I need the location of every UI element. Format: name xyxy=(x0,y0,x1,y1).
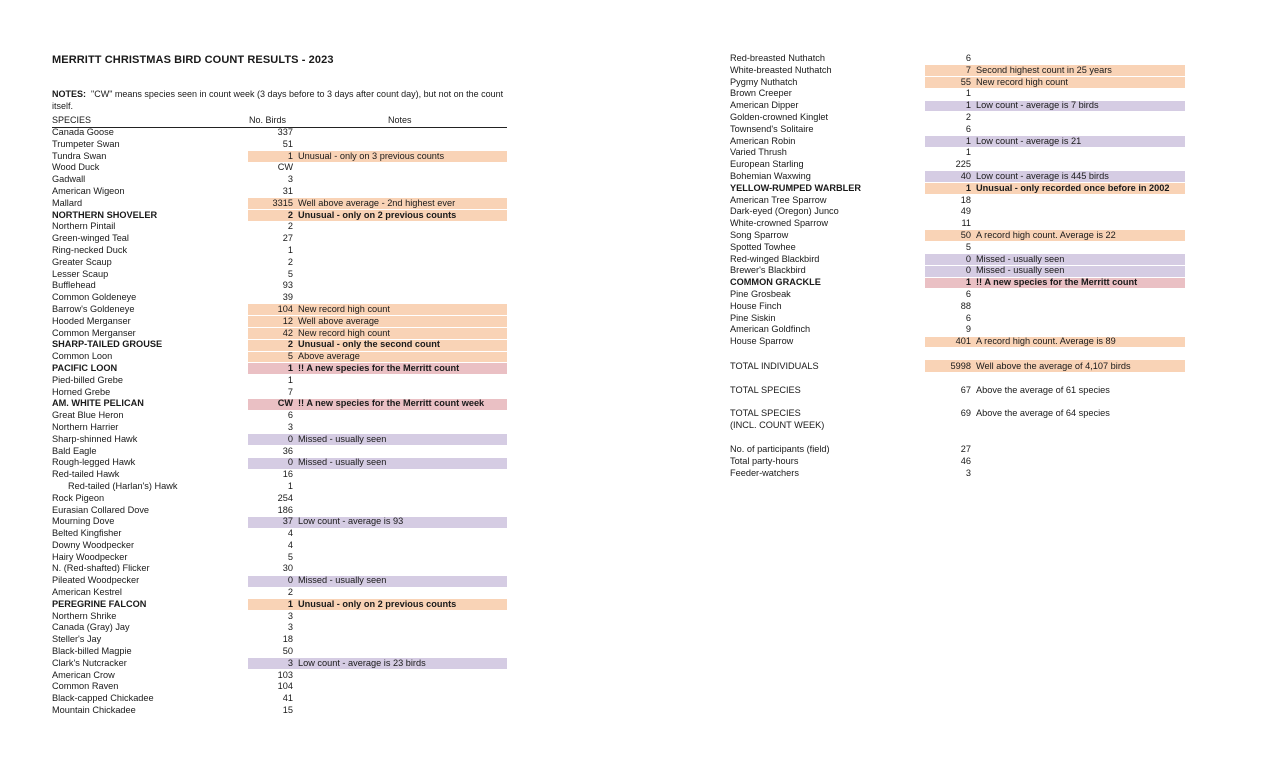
species-row xyxy=(730,195,1185,207)
species-name: Tundra Swan xyxy=(52,150,107,161)
bird-count: 7 xyxy=(287,386,293,397)
right-species-list xyxy=(730,53,1185,348)
species-row xyxy=(52,622,507,634)
bird-count: 6 xyxy=(965,123,971,134)
bird-count: 36 xyxy=(282,445,293,456)
species-name: Ring-necked Duck xyxy=(52,244,128,255)
bird-count: 4 xyxy=(287,539,293,550)
bird-count: 337 xyxy=(277,127,293,137)
bird-count: 6 xyxy=(965,312,971,323)
species-name: Rough-legged Hawk xyxy=(52,457,136,468)
species-name: N. (Red-shafted) Flicker xyxy=(52,563,150,574)
bird-count: CW xyxy=(277,398,293,409)
species-name: Black-billed Magpie xyxy=(52,646,132,657)
bird-count: 6 xyxy=(287,410,293,421)
species-name: Downy Woodpecker xyxy=(52,539,135,550)
species-name: Pied-billed Grebe xyxy=(52,374,123,385)
bird-count: 3 xyxy=(287,421,293,432)
bird-count: 5 xyxy=(287,268,293,279)
species-name: Canada (Gray) Jay xyxy=(52,622,130,633)
species-name: European Starling xyxy=(730,159,804,170)
species-row xyxy=(52,681,507,693)
species-row xyxy=(730,147,1185,159)
total-count: 67 xyxy=(960,385,971,395)
species-row xyxy=(52,528,507,540)
species-name: Golden-crowned Kinglet xyxy=(730,111,829,122)
bird-count: 2 xyxy=(287,256,293,267)
species-row xyxy=(730,136,1185,148)
species-name: Hooded Merganser xyxy=(52,315,131,326)
bird-count: 1 xyxy=(287,362,293,373)
species-note: Well above average - 2nd highest ever xyxy=(298,197,456,208)
bird-count: 1 xyxy=(965,277,971,288)
species-note: Well above average xyxy=(298,315,380,326)
bird-count: 1 xyxy=(287,374,293,385)
species-row xyxy=(52,139,507,151)
species-row xyxy=(52,446,507,458)
species-note: Low count - average is 93 xyxy=(298,516,404,527)
stat-label: Feeder-watchers xyxy=(730,468,799,478)
species-row xyxy=(730,230,1185,242)
bird-count: 7 xyxy=(965,64,971,75)
bird-count: 30 xyxy=(282,563,293,574)
species-name: Varied Thrush xyxy=(730,147,787,158)
bird-count: 186 xyxy=(277,504,293,515)
species-note: Low count - average is 7 birds xyxy=(976,100,1099,111)
header-notes: Notes xyxy=(388,115,412,125)
bird-count: 0 xyxy=(287,575,293,586)
participants-row xyxy=(730,443,1185,455)
species-name: Red-tailed Hawk xyxy=(52,469,120,480)
bird-count: 3 xyxy=(287,657,293,668)
species-name: Steller's Jay xyxy=(52,634,102,645)
species-note: !! A new species for the Merritt count xyxy=(298,362,460,373)
species-row xyxy=(52,705,507,717)
species-name: Gadwall xyxy=(52,174,86,185)
species-name: Bufflehead xyxy=(52,280,96,291)
species-name: PEREGRINE FALCON xyxy=(52,598,147,609)
species-row xyxy=(52,634,507,646)
total-individuals-row xyxy=(730,360,1185,372)
bird-count: 104 xyxy=(277,303,293,314)
species-name: Trumpeter Swan xyxy=(52,138,120,149)
total-label: TOTAL INDIVIDUALS xyxy=(730,361,819,371)
bird-count: 401 xyxy=(955,336,971,347)
species-row xyxy=(52,257,507,269)
species-row xyxy=(52,658,507,670)
species-note: Unusual - only on 2 previous counts xyxy=(298,598,457,609)
bird-count: 27 xyxy=(282,233,293,244)
notes-text: "CW" means species seen in count week (3 days before to 3 days after count day), but not on the count itself. xyxy=(52,89,504,111)
species-note: Unusual - only on 3 previous counts xyxy=(298,150,445,161)
species-row xyxy=(52,611,507,623)
bird-count: 3 xyxy=(287,610,293,621)
species-note: Low count - average is 21 xyxy=(976,135,1082,146)
species-row xyxy=(730,77,1185,89)
species-row xyxy=(52,328,507,340)
species-row xyxy=(52,540,507,552)
bird-count: 42 xyxy=(282,327,293,338)
bird-count: 51 xyxy=(282,138,293,149)
species-note: Above average xyxy=(298,351,360,362)
species-row xyxy=(52,646,507,658)
species-name: Rock Pigeon xyxy=(52,492,105,503)
species-name: American Tree Sparrow xyxy=(730,194,827,205)
species-note: Low count - average is 445 birds xyxy=(976,170,1109,181)
species-name: Pine Grosbeak xyxy=(730,288,791,299)
species-name: Black-capped Chickadee xyxy=(52,693,154,704)
total-label-sub: (INCL. COUNT WEEK) xyxy=(730,420,825,430)
species-name: Mourning Dove xyxy=(52,516,115,527)
bird-count: 0 xyxy=(287,433,293,444)
species-row xyxy=(730,171,1185,183)
species-row xyxy=(730,88,1185,100)
bird-count: 1 xyxy=(287,150,293,161)
species-note: Unusual - only recorded once before in 2002 xyxy=(976,182,1170,193)
bird-count: 0 xyxy=(965,265,971,276)
species-row xyxy=(730,254,1185,266)
bird-count: 1 xyxy=(965,147,971,158)
bird-count: 5 xyxy=(287,351,293,362)
bird-count: 11 xyxy=(961,218,971,229)
bird-count: 1 xyxy=(287,244,293,255)
species-row xyxy=(730,100,1185,112)
left-species-list xyxy=(52,127,507,717)
stat-value: 27 xyxy=(960,444,971,454)
bird-count: 6 xyxy=(965,53,971,63)
species-note: Second highest count in 25 years xyxy=(976,64,1112,75)
species-row xyxy=(52,186,507,198)
species-row xyxy=(52,457,507,469)
stat-label: Total party-hours xyxy=(730,456,799,466)
species-note: Low count - average is 23 birds xyxy=(298,657,426,668)
species-name: Bohemian Waxwing xyxy=(730,170,811,181)
total-note: Well above the average of 4,107 birds xyxy=(976,361,1131,371)
species-note: Missed - usually seen xyxy=(298,433,387,444)
species-row xyxy=(730,313,1185,325)
page-title: MERRITT CHRISTMAS BIRD COUNT RESULTS - 2023 xyxy=(52,54,334,66)
bird-count: 6 xyxy=(965,288,971,299)
species-row xyxy=(730,206,1185,218)
bird-count: 39 xyxy=(282,292,293,303)
bird-count: 5 xyxy=(287,551,293,562)
bird-count: 1 xyxy=(965,135,971,146)
species-name: AM. WHITE PELICAN xyxy=(52,398,144,409)
bird-count: 31 xyxy=(282,185,293,196)
species-name: Red-tailed (Harlan's) Hawk xyxy=(68,480,178,491)
species-name: Eurasian Collared Dove xyxy=(52,504,150,515)
species-row xyxy=(52,434,507,446)
species-row xyxy=(52,587,507,599)
species-note: !! A new species for the Merritt count week xyxy=(298,398,485,409)
species-row xyxy=(52,351,507,363)
species-note: Missed - usually seen xyxy=(298,575,387,586)
bird-count: 104 xyxy=(277,681,293,692)
species-name: Clark's Nutcracker xyxy=(52,657,127,668)
total-label: TOTAL SPECIES xyxy=(730,385,801,395)
species-name: Dark-eyed (Oregon) Junco xyxy=(730,206,839,217)
notes-label: NOTES: xyxy=(52,89,87,99)
species-name: Northern Shrike xyxy=(52,610,117,621)
bird-count: 1 xyxy=(965,100,971,111)
species-row xyxy=(52,304,507,316)
species-name: Bald Eagle xyxy=(52,445,97,456)
bird-count: 1 xyxy=(965,88,971,99)
species-row xyxy=(52,316,507,328)
bird-count: 18 xyxy=(960,194,971,205)
species-name: Northern Pintail xyxy=(52,221,116,232)
species-row xyxy=(52,563,507,575)
bird-count: 15 xyxy=(282,705,293,716)
species-name: Red-winged Blackbird xyxy=(730,253,820,264)
species-name: Horned Grebe xyxy=(52,386,111,397)
species-name: Barrow's Goldeneye xyxy=(52,303,135,314)
species-row xyxy=(52,245,507,257)
species-row xyxy=(730,218,1185,230)
species-row xyxy=(52,174,507,186)
bird-count: 3315 xyxy=(272,197,293,208)
bird-count: 0 xyxy=(965,253,971,264)
bird-count: 1 xyxy=(965,182,971,193)
total-species-cw-row xyxy=(730,407,1185,431)
species-row xyxy=(52,481,507,493)
species-row xyxy=(730,183,1185,195)
species-name: White-breasted Nuthatch xyxy=(730,64,832,75)
species-row xyxy=(52,493,507,505)
species-name: Mountain Chickadee xyxy=(52,705,136,716)
bird-count: 50 xyxy=(282,646,293,657)
species-row xyxy=(730,301,1185,313)
species-row xyxy=(730,289,1185,301)
bird-count: 225 xyxy=(955,159,971,170)
bird-count: 1 xyxy=(287,480,293,491)
total-label: TOTAL SPECIES xyxy=(730,408,801,418)
bird-count: 40 xyxy=(960,170,971,181)
species-row xyxy=(52,269,507,281)
stat-value: 46 xyxy=(960,456,971,466)
species-row xyxy=(730,265,1185,277)
species-row xyxy=(52,387,507,399)
total-count: 69 xyxy=(960,408,971,418)
bird-count: 5 xyxy=(965,241,971,252)
species-row xyxy=(52,410,507,422)
species-name: Common Loon xyxy=(52,351,113,362)
species-name: Pygmy Nuthatch xyxy=(730,76,798,87)
species-row xyxy=(52,516,507,528)
species-name: PACIFIC LOON xyxy=(52,362,118,373)
species-note: New record high count xyxy=(976,76,1068,87)
species-row xyxy=(730,242,1185,254)
bird-count: 16 xyxy=(282,469,293,480)
species-row xyxy=(52,469,507,481)
species-name: Common Raven xyxy=(52,681,119,692)
bird-count: CW xyxy=(277,162,293,173)
species-row xyxy=(52,198,507,210)
species-row xyxy=(730,53,1185,65)
bird-count: 12 xyxy=(282,315,293,326)
stat-label: No. of participants (field) xyxy=(730,444,830,454)
bird-count: 49 xyxy=(960,206,971,217)
bird-count: 2 xyxy=(287,221,293,232)
species-row xyxy=(52,505,507,517)
species-name: Pine Siskin xyxy=(730,312,776,323)
party-hours-row xyxy=(730,455,1185,467)
bird-count: 93 xyxy=(282,280,293,291)
species-name: American Kestrel xyxy=(52,587,122,598)
species-name: Sharp-shinned Hawk xyxy=(52,433,138,444)
species-row xyxy=(52,670,507,682)
species-row xyxy=(52,363,507,375)
species-name: YELLOW-RUMPED WARBLER xyxy=(730,182,861,193)
species-row xyxy=(52,210,507,222)
species-name: Canada Goose xyxy=(52,127,114,137)
species-row xyxy=(52,339,507,351)
species-name: American Goldfinch xyxy=(730,324,811,335)
species-row xyxy=(730,159,1185,171)
species-row xyxy=(730,112,1185,124)
species-name: Red-breasted Nuthatch xyxy=(730,53,825,63)
species-note: Unusual - only the second count xyxy=(298,339,440,350)
species-row xyxy=(52,422,507,434)
bird-count: 254 xyxy=(277,492,293,503)
species-name: Song Sparrow xyxy=(730,229,789,240)
species-name: American Wigeon xyxy=(52,185,125,196)
species-note: New record high count xyxy=(298,327,390,338)
species-note: Missed - usually seen xyxy=(298,457,387,468)
bird-count: 55 xyxy=(960,76,971,87)
bird-count: 18 xyxy=(282,634,293,645)
bird-count: 2 xyxy=(965,111,971,122)
bird-count: 50 xyxy=(960,229,971,240)
bird-count: 3 xyxy=(287,174,293,185)
bird-count: 2 xyxy=(287,209,293,220)
stat-value: 3 xyxy=(965,468,971,478)
species-row xyxy=(730,65,1185,77)
species-row xyxy=(52,233,507,245)
bird-count: 37 xyxy=(282,516,293,527)
species-name: Pileated Woodpecker xyxy=(52,575,140,586)
species-row xyxy=(52,162,507,174)
species-name: Greater Scaup xyxy=(52,256,112,267)
feeder-watchers-row xyxy=(730,467,1185,479)
species-note: A record high count. Average is 89 xyxy=(976,336,1116,347)
species-note: Missed - usually seen xyxy=(976,253,1065,264)
species-row xyxy=(730,277,1185,289)
species-name: NORTHERN SHOVELER xyxy=(52,209,158,220)
species-name: Mallard xyxy=(52,197,83,208)
species-name: American Dipper xyxy=(730,100,799,111)
species-row xyxy=(52,280,507,292)
bird-count: 2 xyxy=(287,339,293,350)
species-name: Green-winged Teal xyxy=(52,233,129,244)
bird-count: 103 xyxy=(277,669,293,680)
total-count: 5998 xyxy=(950,361,971,371)
bird-count: 88 xyxy=(960,300,971,311)
species-name: Townsend's Solitaire xyxy=(730,123,814,134)
species-name: Brown Creeper xyxy=(730,88,792,99)
species-row xyxy=(730,336,1185,348)
bird-count: 4 xyxy=(287,528,293,539)
species-row xyxy=(52,127,507,139)
species-row xyxy=(52,552,507,564)
species-row xyxy=(730,324,1185,336)
total-note: Above the average of 61 species xyxy=(976,385,1110,395)
header-count: No. Birds xyxy=(249,115,287,125)
bird-count: 3 xyxy=(287,622,293,633)
bird-count: 9 xyxy=(965,324,971,335)
species-name: House Sparrow xyxy=(730,336,794,347)
species-name: Great Blue Heron xyxy=(52,410,124,421)
species-note: Unusual - only on 2 previous counts xyxy=(298,209,457,220)
total-species-row xyxy=(730,384,1185,396)
species-name: Common Merganser xyxy=(52,327,136,338)
species-row xyxy=(730,124,1185,136)
species-name: Hairy Woodpecker xyxy=(52,551,128,562)
species-name: House Finch xyxy=(730,300,782,311)
total-note: Above the average of 64 species xyxy=(976,408,1110,418)
species-row xyxy=(52,151,507,163)
species-name: Belted Kingfisher xyxy=(52,528,122,539)
species-name: Wood Duck xyxy=(52,162,100,173)
species-note: A record high count. Average is 22 xyxy=(976,229,1116,240)
species-row xyxy=(52,292,507,304)
species-name: Lesser Scaup xyxy=(52,268,109,279)
species-note: New record high count xyxy=(298,303,390,314)
species-name: COMMON GRACKLE xyxy=(730,277,821,288)
species-row xyxy=(52,693,507,705)
species-row xyxy=(52,398,507,410)
header-species: SPECIES xyxy=(52,115,92,125)
bird-count: 0 xyxy=(287,457,293,468)
species-name: White-crowned Sparrow xyxy=(730,218,829,229)
species-name: American Crow xyxy=(52,669,115,680)
species-row xyxy=(52,599,507,611)
species-note: Missed - usually seen xyxy=(976,265,1065,276)
bird-count: 2 xyxy=(287,587,293,598)
species-name: Northern Harrier xyxy=(52,421,119,432)
species-name: Spotted Towhee xyxy=(730,241,796,252)
species-name: American Robin xyxy=(730,135,796,146)
species-row xyxy=(52,375,507,387)
species-note: !! A new species for the Merritt count xyxy=(976,277,1138,288)
species-row xyxy=(52,575,507,587)
species-row xyxy=(52,221,507,233)
species-name: Brewer's Blackbird xyxy=(730,265,806,276)
bird-count: 1 xyxy=(287,598,293,609)
notes-paragraph xyxy=(52,89,504,112)
species-name: SHARP-TAILED GROUSE xyxy=(52,339,163,350)
bird-count: 41 xyxy=(282,693,293,704)
species-name: Common Goldeneye xyxy=(52,292,137,303)
